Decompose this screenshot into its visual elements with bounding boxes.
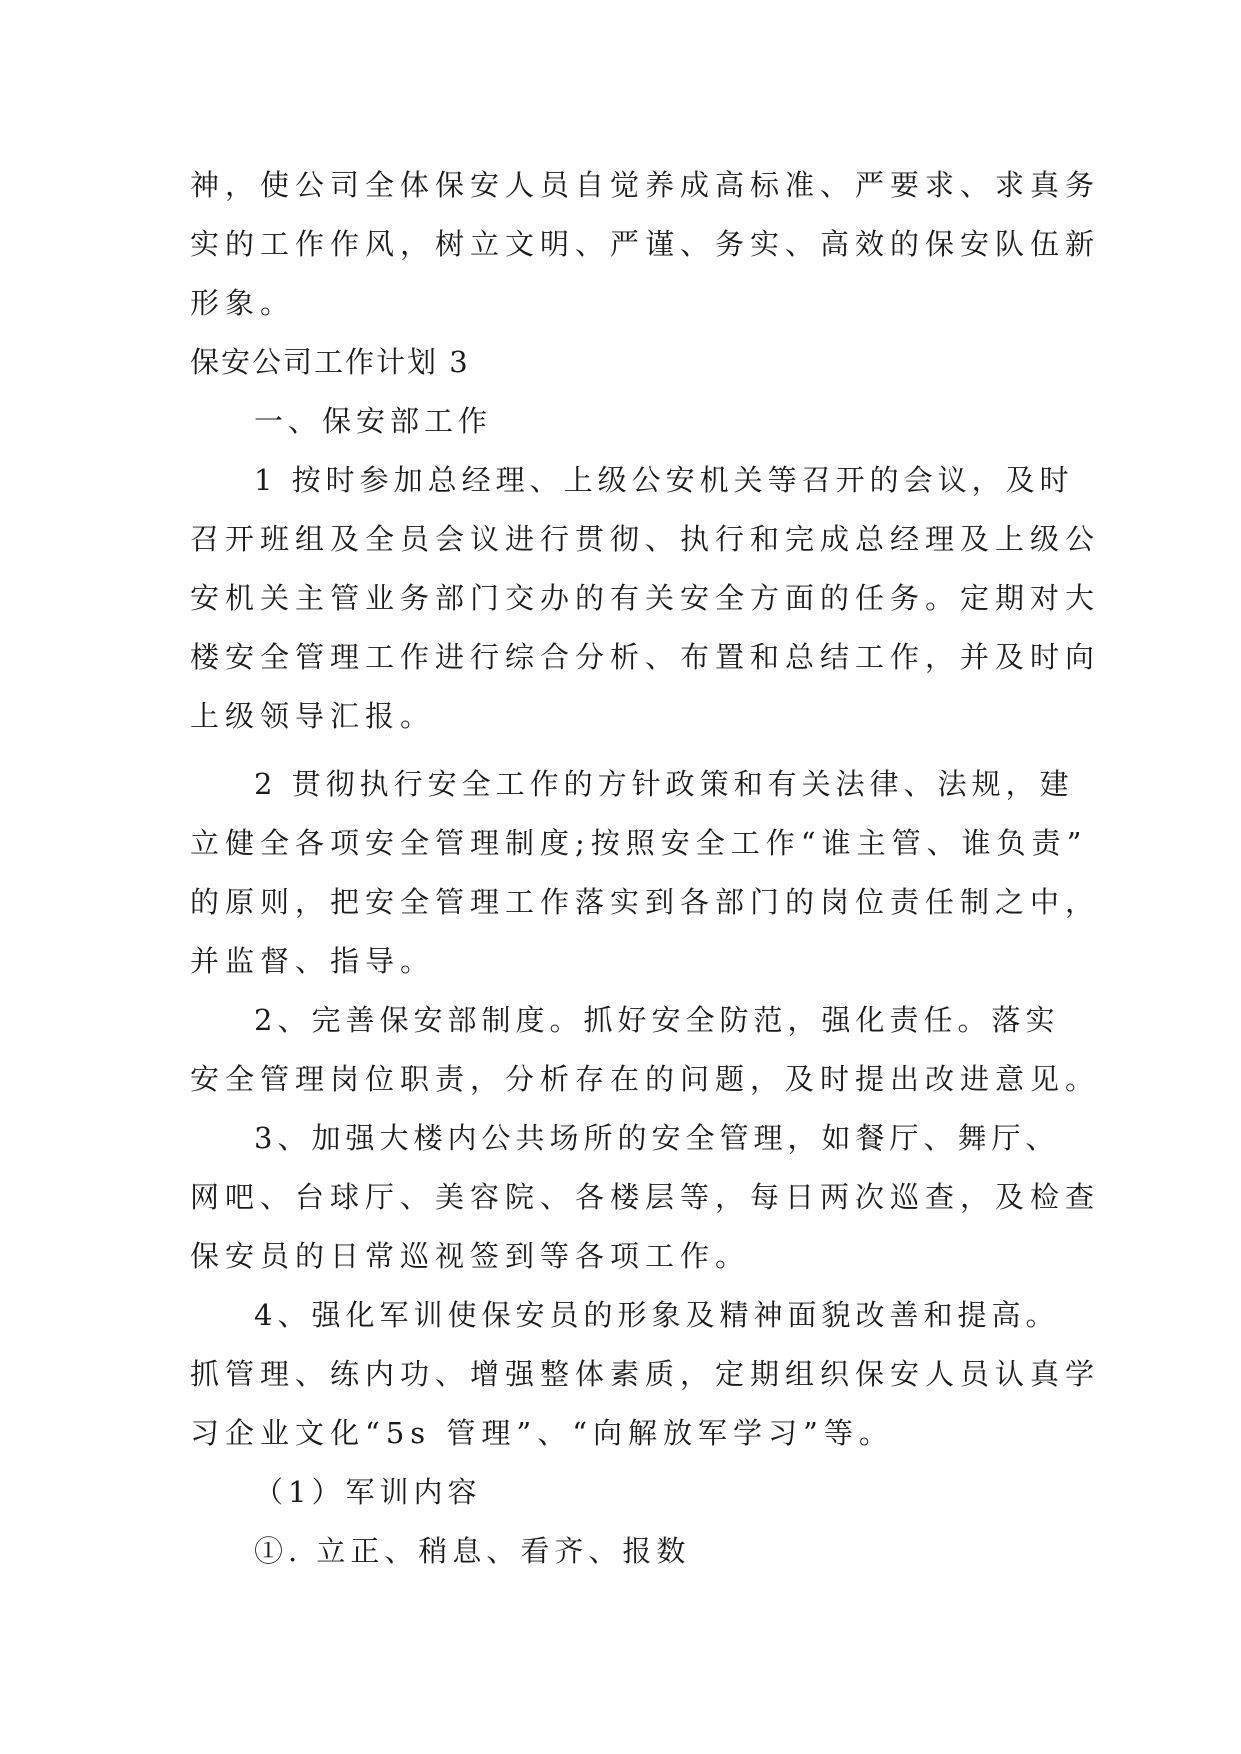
paragraph-first-line: 2、完善保安部制度。抓好安全防范，强化责任。落实	[254, 1003, 1060, 1037]
text-line: 抓管理、练内功、增强整体素质，定期组织保安人员认真学	[190, 1357, 1101, 1391]
text-line: 的原则，把安全管理工作落实到各部门的岗位责任制之中，	[190, 885, 1101, 919]
subsection-heading: （1）军训内容	[254, 1475, 482, 1509]
text-line: 形象。	[190, 286, 296, 320]
document-body	[190, 156, 1101, 1581]
text-line: 上级领导汇报。	[190, 699, 436, 733]
text-line: 安机关主管业务部门交办的有关安全方面的任务。定期对大	[190, 581, 1101, 615]
text-line: 习企业文化“5s 管理”、“向解放军学习”等。	[190, 1416, 894, 1450]
section-heading: 一、保安部工作	[254, 404, 493, 438]
text-line: 安全管理岗位职责，分析存在的问题，及时提出改进意见。	[190, 1062, 1101, 1096]
text-line: 网吧、台球厅、美容院、各楼层等，每日两次巡查，及检查	[190, 1180, 1101, 1214]
paragraph-first-line: 2 贯彻执行安全工作的方针政策和有关法律、法规，建	[254, 767, 1074, 801]
paragraph-first-line: 3、加强大楼内公共场所的安全管理，如餐厅、舞厅、	[254, 1121, 1060, 1155]
text-line: 楼安全管理工作进行综合分析、布置和总结工作，并及时向	[190, 640, 1101, 674]
list-item: ①. 立正、稍息、看齐、报数	[254, 1534, 691, 1568]
text-line: 召开班组及全员会议进行贯彻、执行和完成总经理及上级公	[190, 522, 1101, 556]
text-line: 并监督、指导。	[190, 944, 436, 978]
paragraph-first-line: 1 按时参加总经理、上级公安机关等召开的会议，及时	[254, 463, 1074, 497]
text-line: 实的工作作风，树立文明、严谨、务实、高效的保安队伍新	[190, 227, 1101, 261]
section-title: 保安公司工作计划 3	[190, 345, 470, 379]
text-line: 神，使公司全体保安人员自觉养成高标准、严要求、求真务	[190, 168, 1101, 202]
paragraph-first-line: 4、强化军训使保安员的形象及精神面貌改善和提高。	[254, 1298, 1060, 1332]
text-line: 立健全各项安全管理制度;按照安全工作“谁主管、谁负责”	[190, 826, 1088, 860]
text-line: 保安员的日常巡视签到等各项工作。	[190, 1239, 751, 1273]
